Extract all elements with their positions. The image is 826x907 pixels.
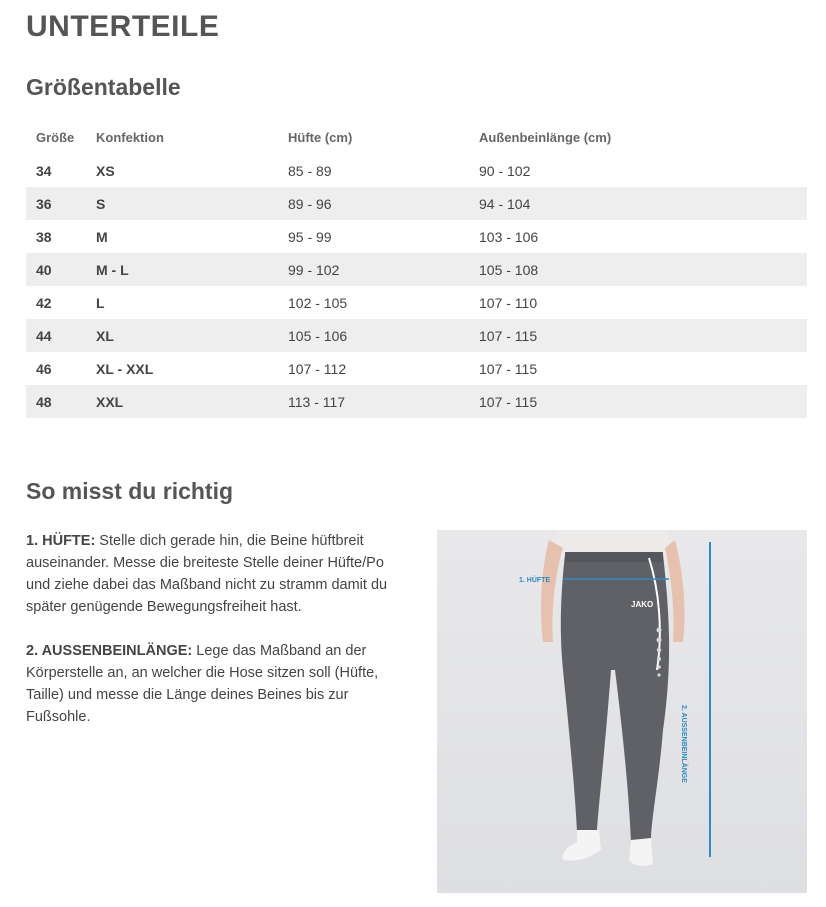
leg-length-cell: 94 - 104 <box>469 187 807 220</box>
hip-cell: 85 - 89 <box>288 162 332 179</box>
leg-length-cell: 90 - 102 <box>479 162 531 179</box>
size-cell: 48 <box>26 385 86 418</box>
fit-cell: XL <box>86 319 278 352</box>
hip-instruction <box>26 530 406 618</box>
header-size: Größe <box>36 130 75 145</box>
hip-text: Stelle dich gerade hin, die Beine hüftbreit auseinander. Messe die breiteste Stelle deiner Hüfte/Po und ziehe dabei das Maßband nicht zu stramm damit du später genügende Bewegungsfreiheit hast. <box>26 533 388 615</box>
size-cell: 36 <box>26 187 86 220</box>
header-fit: Konfektion <box>96 130 164 145</box>
table-row <box>26 253 807 286</box>
size-chart-title: Größentabelle <box>26 74 181 100</box>
leg-heading: 2. AUSSENBEINLÄNGE: <box>26 643 193 659</box>
leg-text: Lege das Maßband an der Körperstelle an, an welcher die Hose sitzen soll (Hüfte, Taille) und messe die Länge deines Beines bis zur Fußsohle. <box>26 643 379 725</box>
header-hip: Hüfte (cm) <box>288 130 353 145</box>
leg-length-cell: 107 - 115 <box>469 319 807 352</box>
leg-length-cell: 107 - 115 <box>479 360 538 377</box>
leg-length-cell: 107 - 115 <box>469 385 807 418</box>
table-row <box>26 154 807 187</box>
hip-cell: 95 - 99 <box>288 228 332 245</box>
header-leg-length: Außenbeinlänge (cm) <box>479 130 612 145</box>
leg-length-cell: 105 - 108 <box>469 253 807 286</box>
size-cell: 34 <box>36 162 52 179</box>
fit-cell: L <box>96 294 105 311</box>
leg-length-cell: 107 - 110 <box>479 294 538 311</box>
hip-cell: 105 - 106 <box>278 319 469 352</box>
size-table <box>26 121 807 418</box>
leg-length-cell: 103 - 106 <box>479 228 539 245</box>
hip-cell: 89 - 96 <box>278 187 469 220</box>
table-row <box>26 352 807 385</box>
measure-title: So misst du richtig <box>26 478 234 504</box>
size-cell: 42 <box>36 294 52 311</box>
table-row <box>26 385 807 418</box>
hip-cell: 113 - 117 <box>278 385 469 418</box>
fit-cell: M - L <box>86 253 278 286</box>
hip-cell: 107 - 112 <box>288 360 347 377</box>
size-cell: 44 <box>26 319 86 352</box>
hip-cell: 99 - 102 <box>278 253 469 286</box>
hip-heading: 1. HÜFTE: <box>26 533 96 549</box>
measure-instructions <box>26 530 406 750</box>
size-cell: 46 <box>36 360 52 377</box>
measurement-figure <box>437 530 807 893</box>
page-title: UNTERTEILE <box>26 10 220 43</box>
hip-measure-label: 1. HÜFTE <box>519 577 551 584</box>
leg-instruction <box>26 640 406 728</box>
brand-logo: JAKO <box>631 600 654 609</box>
size-cell: 38 <box>36 228 52 245</box>
table-row <box>26 286 807 319</box>
leg-measure-label: 2. AUSSENBEINLÄNGE <box>680 705 687 783</box>
hip-cell: 102 - 105 <box>288 294 348 311</box>
table-header-row <box>26 121 807 154</box>
size-cell: 40 <box>26 253 86 286</box>
fit-cell: S <box>86 187 278 220</box>
table-row <box>26 187 807 220</box>
fit-cell: XS <box>96 162 115 179</box>
fit-cell: XL - XXL <box>96 360 154 377</box>
fit-cell: M <box>96 228 108 245</box>
table-row <box>26 319 807 352</box>
pants-illustration <box>437 530 807 893</box>
table-row <box>26 220 807 253</box>
fit-cell: XXL <box>86 385 278 418</box>
